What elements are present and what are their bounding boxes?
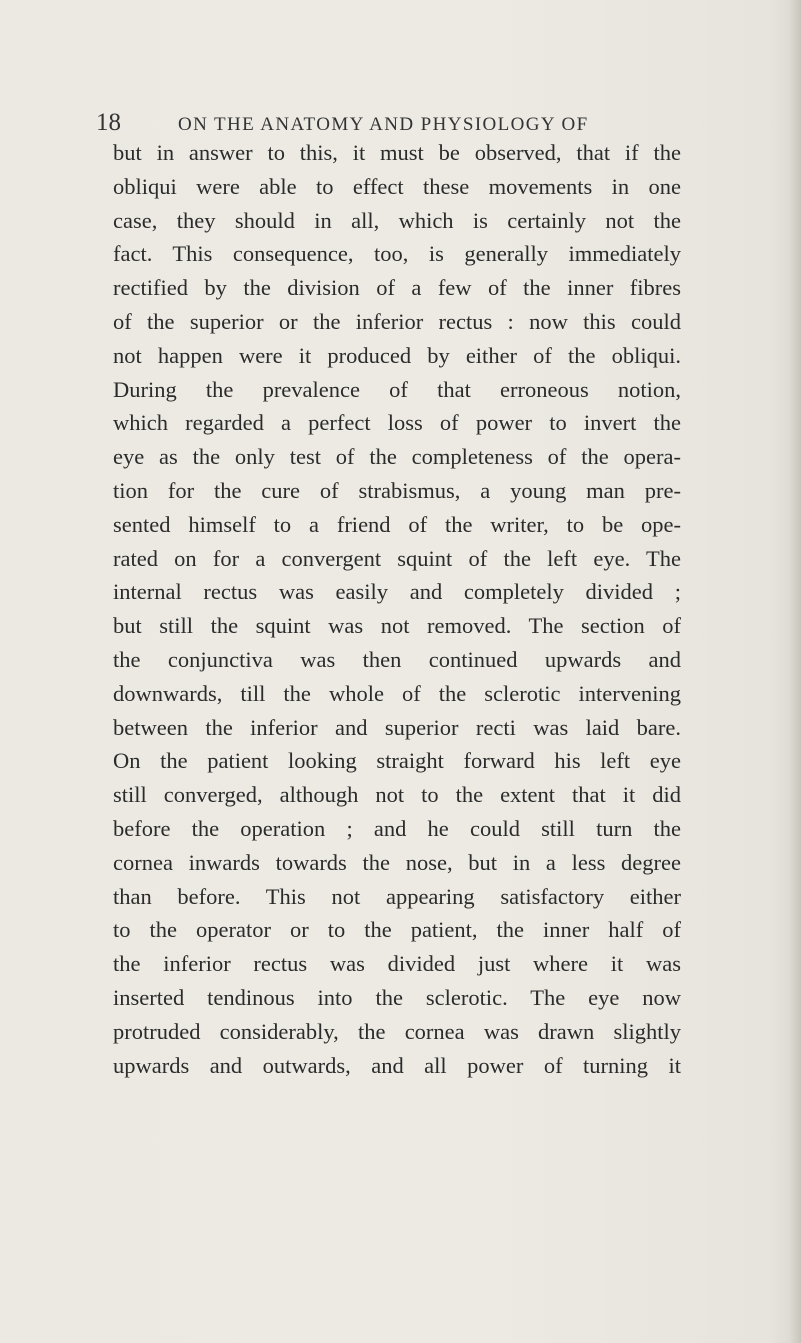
text-line: before the operation ; and he could still turn the [113, 815, 681, 841]
text-line: but still the squint was not removed. The section of [113, 613, 681, 639]
page-edge-shadow [789, 0, 801, 1343]
text-line: During the prevalence of that erroneous notion, [113, 376, 681, 402]
text-line: upwards and outwards, and all power of turning it [113, 1052, 681, 1078]
text-line: inserted tendinous into the sclerotic. The eye now [113, 984, 681, 1010]
text-line: of the superior or the inferior rectus : now this could [113, 308, 681, 334]
text-line: sented himself to a friend of the writer, to be ope- [113, 511, 681, 537]
text-line: obliqui were able to effect these movements in one [113, 173, 681, 199]
text-line: to the operator or to the patient, the inner half of [113, 917, 681, 943]
text-line: downwards, till the whole of the sclerotic intervening [113, 680, 681, 706]
text-line: rectified by the division of a few of the inner fibres [113, 275, 681, 301]
text-line: the conjunctiva was then continued upwards and [113, 646, 681, 672]
text-line: protruded considerably, the cornea was drawn slightly [113, 1018, 681, 1044]
text-line: On the patient looking straight forward his left eye [113, 748, 681, 774]
text-line: fact. This consequence, too, is generally immediately [113, 241, 681, 267]
running-head: ON THE ANATOMY AND PHYSIOLOGY OF [178, 114, 589, 135]
body-text [113, 136, 793, 1082]
text-line: than before. This not appearing satisfactory either [113, 883, 681, 909]
text-line: which regarded a perfect loss of power to invert the [113, 410, 681, 436]
text-line: internal rectus was easily and completely divided ; [113, 579, 681, 605]
text-line: still converged, although not to the extent that it did [113, 782, 681, 808]
text-line: cornea inwards towards the nose, but in a less degree [113, 849, 681, 875]
text-line: rated on for a convergent squint of the left eye. The [113, 545, 681, 571]
text-line: the inferior rectus was divided just where it was [113, 951, 681, 977]
page-header [0, 108, 801, 138]
text-line: tion for the cure of strabismus, a young man pre- [113, 477, 681, 503]
text-line: not happen were it produced by either of the obliqui. [113, 342, 681, 368]
page-number: 18 [96, 109, 121, 136]
text-line: but in answer to this, it must be observed, that if the [113, 140, 681, 165]
text-line: eye as the only test of the completeness of the opera- [113, 444, 681, 470]
text-line: between the inferior and superior recti was laid bare. [113, 714, 681, 740]
text-line: case, they should in all, which is certainly not the [113, 207, 681, 233]
